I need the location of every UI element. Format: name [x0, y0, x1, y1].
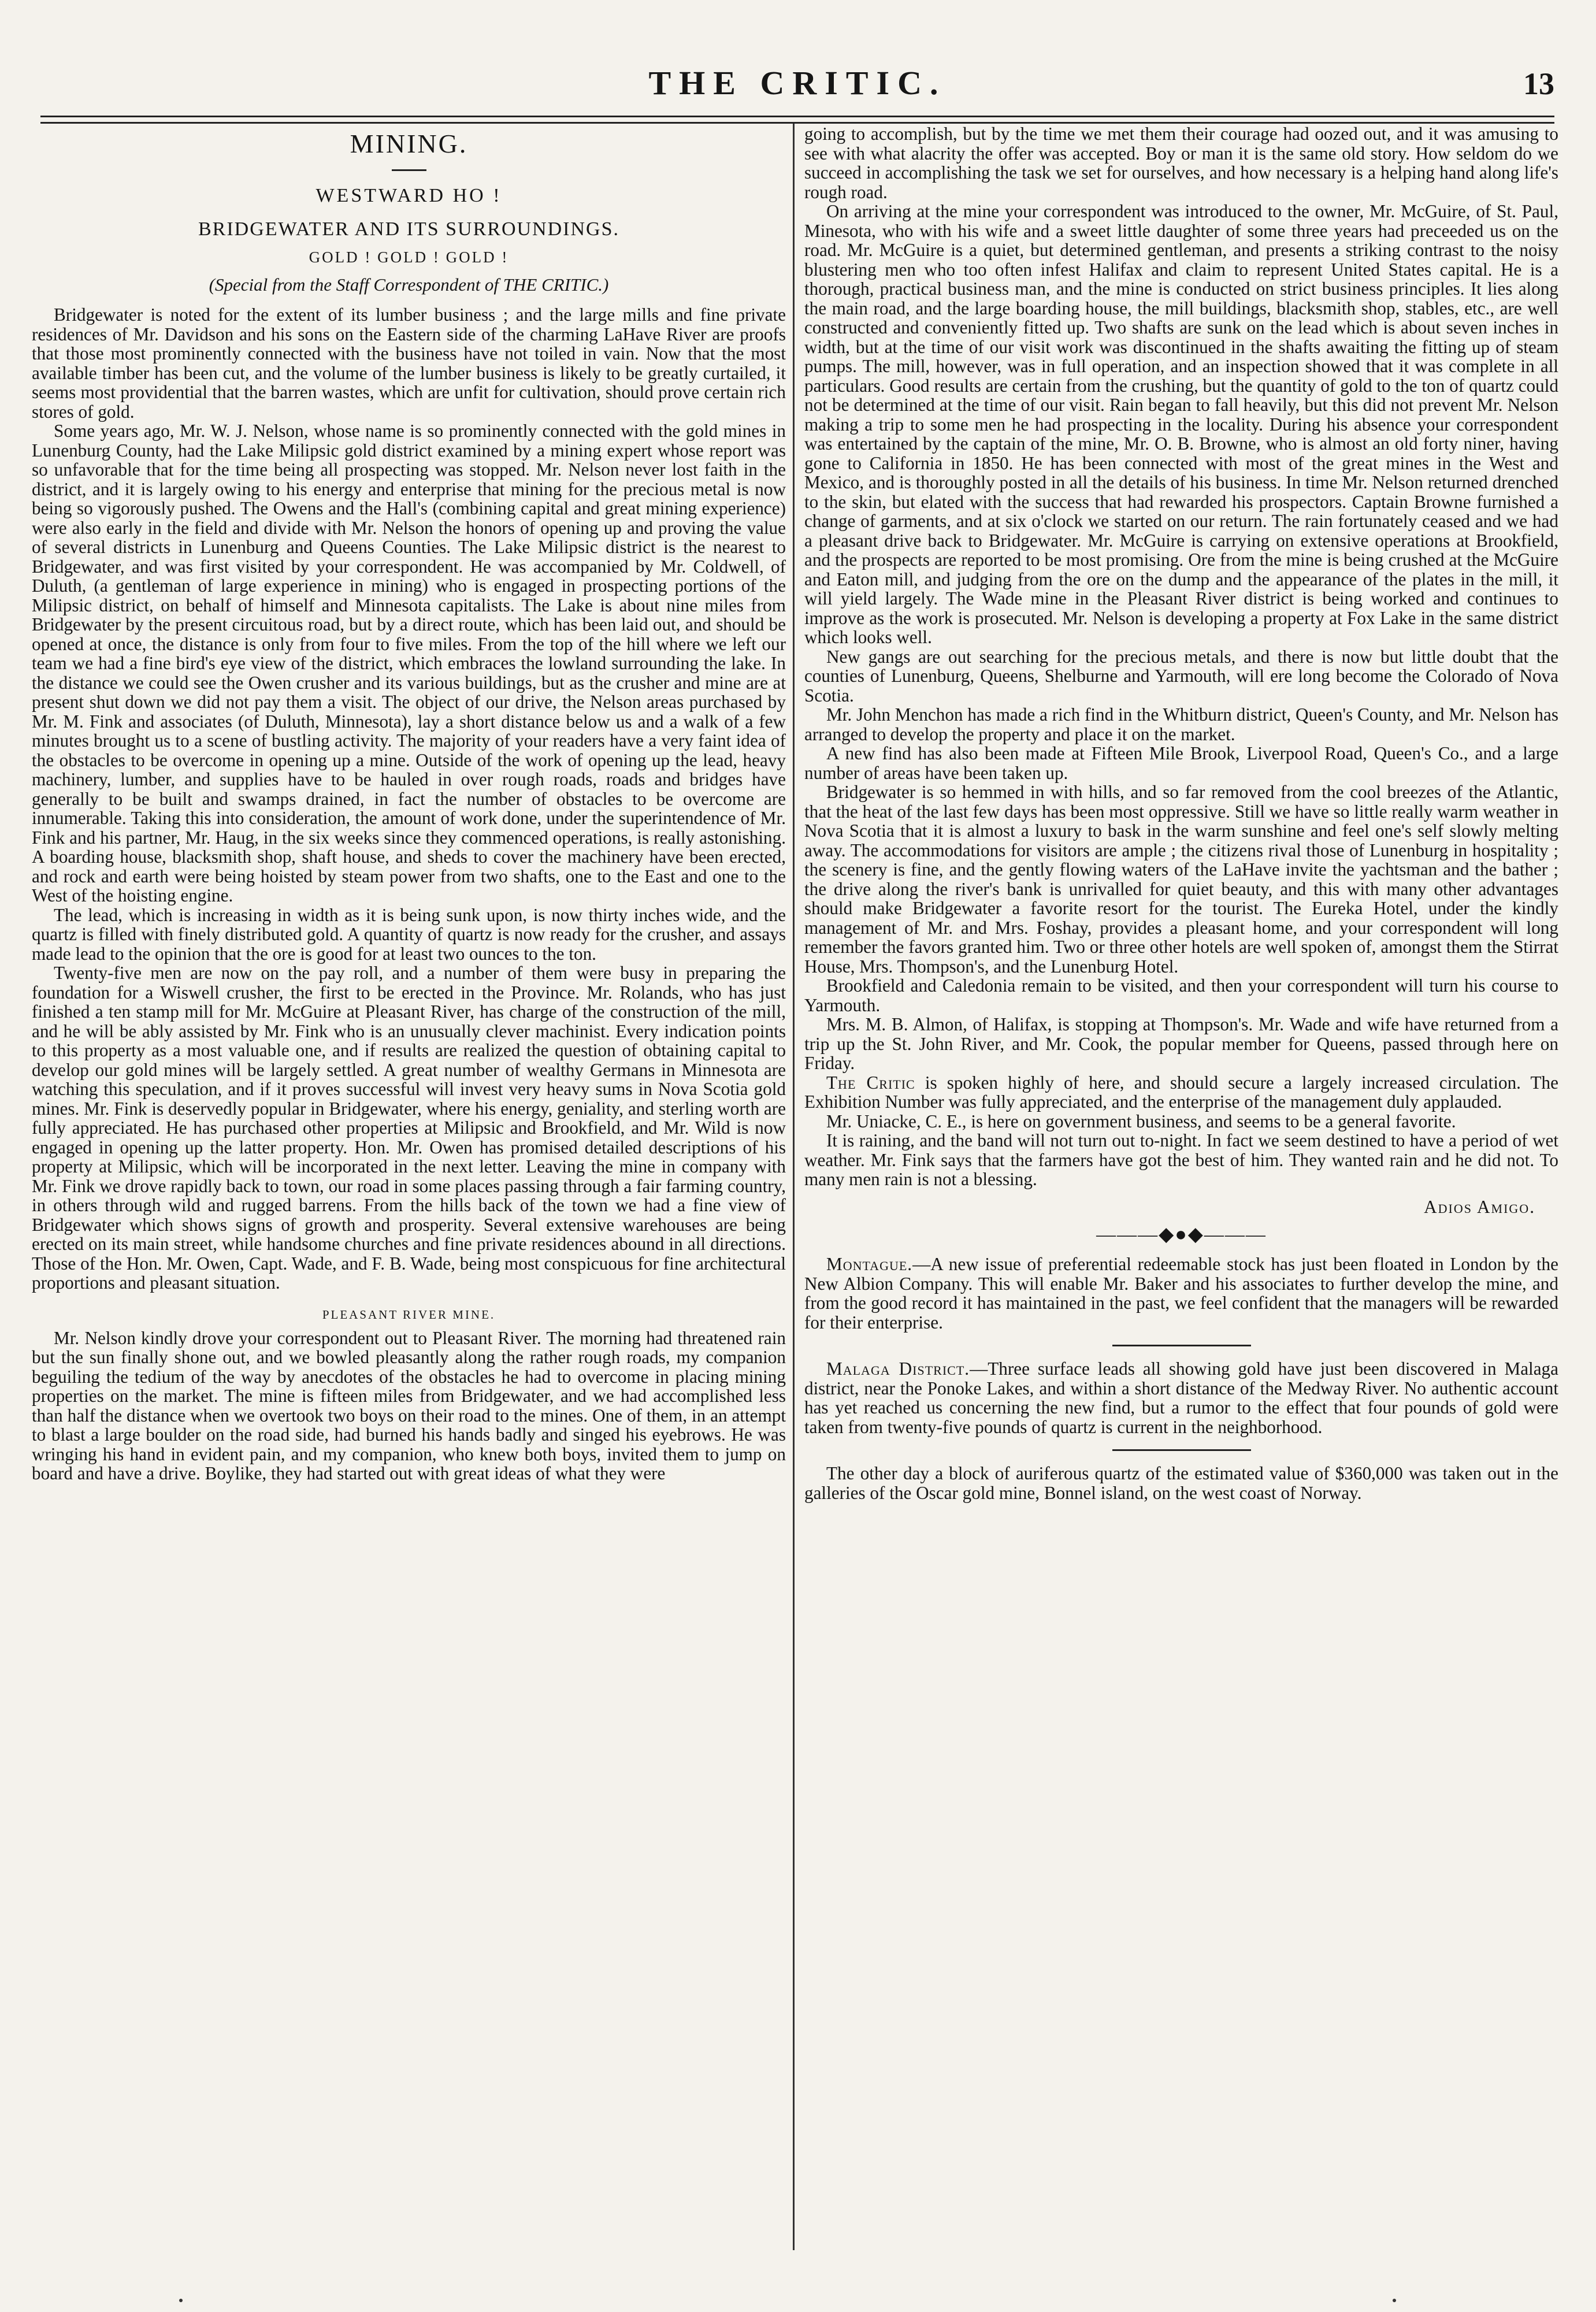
news-item-text: —Three surface leads all showing gold have just been discovered in Malaga district, near the Ponoke Lakes, and within a short distance of the Medway River. No authentic account has yet reached us concerning the new find, but a rumor to the effect that four pounds of gold were taken from twenty-five pounds of quartz is current in the neighborhood. — [804, 1359, 1558, 1437]
paragraph-text: is spoken highly of here, and should secure a largely increased circulation. The Exhibition Number was fully appreciated, and the enterprise of the management duly applauded. — [804, 1072, 1558, 1112]
article-title: WESTWARD HO ! — [316, 185, 502, 206]
item-rule — [1112, 1449, 1251, 1451]
section-heading: MINING. — [350, 129, 468, 158]
masthead-title: THE CRITIC. — [648, 64, 947, 102]
news-item-lead: Montague. — [826, 1254, 913, 1274]
paragraph: Mr. John Menchon has made a rich find in the Whitburn district, Queen's County, and Mr. Nelson has arranged to develop the property and place it on the market. — [804, 704, 1558, 744]
heading-rule — [392, 169, 426, 171]
news-item — [804, 1359, 1558, 1437]
masthead-double-rule — [40, 116, 1554, 124]
item-rule — [1112, 1345, 1251, 1346]
article-kicker: GOLD ! GOLD ! GOLD ! — [309, 248, 509, 266]
news-item-lead: Malaga District. — [826, 1359, 970, 1379]
paragraph-continued: going to accomplish, but by the time we met them their courage had oozed out, and it was amusing to see with what alacrity the offer was accepted. Boy or man it is the same old story. How seldom do we succeed in accomplishing the task we set for ourselves, and how necessary is a helping hand along life's rough road. — [804, 124, 1558, 202]
paragraph: New gangs are out searching for the precious metals, and there is now but little doubt that the counties of Lunenburg, Queens, Shelburne and Yarmouth, will ere long become the Colorado of Nova Scotia. — [804, 646, 1558, 706]
signoff: Adios Amigo. — [1424, 1196, 1535, 1217]
subsection-heading: PLEASANT RIVER MINE. — [322, 1307, 496, 1322]
paragraph: It is raining, and the band will not turn out to-night. In fact we seem destined to have a period of wet weather. Mr. Fink says that the farmers have got the best of him. They wanted rain and he did not. To many men rain is not a blessing. — [804, 1130, 1558, 1189]
ornament-divider: ———◆●◆——— — [1096, 1224, 1267, 1245]
paragraph: Mr. Uniacke, C. E., is here on government business, and seems to be a general favorite. — [826, 1111, 1456, 1131]
page-number: 13 — [1523, 66, 1554, 101]
paragraph: On arriving at the mine your correspondent was introduced to the owner, Mr. McGuire, of St. Paul, Minesota, who with his wife and a sweet little daughter of some three years had preceeded us on the road. Mr. McGuire is a quiet, but determined gentleman, and presents a striking contrast to the noisy blustering men who too often infest Halifax and claim to represent United States capital. He is a thorough, practical business man, and the mine is conducted on strict business principles. It lies along the main road, and the large boarding house, the mill buildings, blacksmith shop, stables, etc., are well constructed and conveniently fitted up. Two shafts are sunk on the lead which is about seven inches in width, but at the time of our visit work was discontinued in the shafts awaiting the fitting up of steam pumps. The mill, however, was in full operation, and an inspection showed that it was complete in all particulars. Good results are certain from the crushing, but the quantity of gold to the ton of quartz could not be determined at the time of our visit. Rain began to fall heavily, but this did not prevent Mr. Nelson making a trip to some men he had prospecting in the locality. During his absence your correspondent was entertained by the captain of the mine, Mr. O. B. Browne, who is almost an old forty niner, having gone to California in 1850. He has been connected with most of the great mines in the West and Mexico, and is thoroughly posted in all the details of his business. In time Mr. Nelson returned drenched to the skin, but elated with the success that had rewarded his prospectors. Captain Browne furnished a change of garments, and at six o'clock we started on our return. The rain fortunately ceased and we had a pleasant drive back to Bridgewater. Mr. McGuire is carrying on extensive operations at Brookfield, and the prospects are reported to be most promising. Ore from the mine is being crushed at the McGuire and Eaton mill, and judging from the ore on the dump and the appearance of the plates in the mill, it will yield largely. The Wade mine in the Pleasant River district is being worked and continues to improve as the work is prosecuted. Mr. Nelson is developing a property at Fox Lake in the same district which looks well. — [804, 201, 1558, 647]
paragraph: Some years ago, Mr. W. J. Nelson, whose name is so prominently connected with the gold mines in Lunenburg County, had the Lake Milipsic gold district examined by a mining expert whose report was so unfavorable that for the time being all prospecting was stopped. Mr. Nelson never lost faith in the district, and it is largely owing to his energy and enterprise that mining for the precious metal is now being so vigorously pushed. The Owens and the Hall's (combining capital and great mining experience) were also early in the field and divide with Mr. Nelson the honors of opening up and proving the value of several districts in Lunenburg and Queens Counties. The Lake Milipsic district is the nearest to Bridgewater, and was first visited by your correspondent. He was accompanied by Mr. Coldwell, of Duluth, (a gentleman of large experience in mining) who is engaged in prospecting portions of the Milipsic district, on behalf of himself and Minnesota capitalists. The Lake is about nine miles from Bridgewater by the present circuitous road, but by a direct route, which has been laid out, and should be opened at once, the distance is only from four to five miles. From the top of the hill where we left our team we had a fine bird's eye view of the district, which embraces the lowland surrounding the lake. In the distance we could see the Owen crusher and its various buildings, but as the crusher and mine are at present shut down we did not pay them a visit. The object of our drive, the Nelson areas purchased by Mr. M. Fink and associates (of Duluth, Minnesota), lay a short distance below us and a walk of a few minutes brought us to a scene of bustling activity. The majority of your readers have a very faint idea of the obstacles to be overcome in opening up a mine. Outside of the work of opening up the lead, heavy machinery, lumber, and supplies have to be hauled in over rough roads, roads and bridges have generally to be built and swamps drained, in fact the number of obstacles to be overcome are innumerable. Taking this into consideration, the amount of work done, under the superintendence of Mr. Fink and his partner, Mr. Haug, in the six weeks since they commenced operations, is really astonishing. A boarding house, blacksmith shop, shaft house, and sheds to cover the machinery have been erected, and rock and earth were being hoisted by steam power from two shafts, one to the East and one to the West of the hoisting engine. — [32, 421, 786, 905]
paragraph: Mrs. M. B. Almon, of Halifax, is stopping at Thompson's. Mr. Wade and wife have returned from a trip up the St. John River, and Mr. Cook, the popular member for Queens, passed through here on Friday. — [804, 1014, 1558, 1073]
news-item — [804, 1255, 1558, 1332]
masthead — [40, 64, 1554, 112]
paragraph: The lead, which is increasing in width as it is being sunk upon, is now thirty inches wide, and the quartz is filled with finely distributed gold. A quantity of quartz is now ready for the crusher, and assays made lead to the opinion that the ore is good for at least two ounces to the ton. — [32, 904, 786, 964]
left-column — [32, 124, 786, 2262]
news-item: The other day a block of auriferous quartz of the estimated value of $360,000 was taken out in the galleries of the Oscar gold mine, Bonnel island, on the west coast of Norway. — [804, 1463, 1558, 1503]
print-speck — [179, 2299, 183, 2302]
paragraph: Bridgewater is so hemmed in with hills, and so far removed from the cool breezes of the Atlantic, that the heat of the last few days has been most oppressive. Still we have so little really warm weather in Nova Scotia that it is almost a luxury to bask in the warm sunshine and feel one's self slowly melting away. The accommodations for visitors are ample ; the citizens rival those of Lunenburg in hospitality ; the scenery is fine, and the gently flowing waters of the LaHave invite the yachtsman and the bather ; the drive along the river's bank is unrivalled for quiet beauty, and this with many other advantages should make Bridgewater a favorite resort for the tourist. The Eureka Hotel, under the kindly management of Mr. and Mrs. Foshay, provides a pleasant home, and your correspondent will long remember the favors granted him. Two or three other hotels are well spoken of, amongst them the Stirrat House, Mrs. Thompson's, and the Lunenburg Hotel. — [804, 782, 1558, 977]
paragraph: Brookfield and Caledonia remain to be visited, and then your correspondent will turn his course to Yarmouth. — [804, 975, 1558, 1015]
article-subtitle: BRIDGEWATER AND ITS SURROUNDINGS. — [198, 218, 620, 240]
paragraph: Bridgewater is noted for the extent of its lumber business ; and the large mills and fine private residences of Mr. Davidson and his sons on the Eastern side of the charming LaHave River are proofs that those most prominently connected with the business have not toiled in vain. Now that the most available timber has been cut, and the volume of the lumber business is likely to be greatly curtailed, it seems most providential that the barren wastes, which are unfit for cultivation, should prove certain rich stores of gold. — [32, 305, 786, 422]
publication-name: The Critic — [826, 1072, 915, 1093]
paragraph — [804, 1073, 1558, 1112]
news-item-text: —A new issue of preferential redeemable stock has just been floated in London by the New Albion Company. This will enable Mr. Baker and his associates to further develop the mine, and from the good record it has maintained in the past, we feel confident that the managers will be rewarded for their enterprise. — [804, 1254, 1558, 1333]
paragraph: Mr. Nelson kindly drove your correspondent out to Pleasant River. The morning had threatened rain but the sun finally shone out, and we bowled pleasantly along the rather rough roads, my companion beguiling the tedium of the way by anecdotes of the obstacles he had to overcome in placing mining properties on the market. The mine is fifteen miles from Bridgewater, and we had accomplished less than half the distance when we overtook two boys on their road to the mines. One of them, in an attempt to blast a large boulder on the road side, had burned his hands badly and singed his eyebrows. He was wringing his hand in evident pain, and my companion, who knew both boys, invited them to jump on board and have a drive. Boylike, they had started out with great ideas of what they were — [32, 1327, 786, 1483]
paragraph: Twenty-five men are now on the pay roll, and a number of them were busy in preparing the foundation for a Wiswell crusher, the first to be erected in the Province. Mr. Rolands, who has just finished a ten stamp mill for Mr. McGuire at Pleasant River, has charge of the construction of the mill, and he will be ably assisted by Mr. Fink who is an unusually clever machinist. Every indication points to this property as a most valuable one, and if results are realized the question of obtaining capital to develop our gold mines will be largely settled. A great number of wealthy Germans in Minnesota are watching this speculation, and if it proves successful will invest very heavy sums in Nova Scotia gold mines. Mr. Fink is deservedly popular in Bridgewater, where his energy, geniality, and sterling worth are fully appreciated. He has purchased other properties at Milipsic and Brookfield, and Mr. Wild is now engaged in opening up the latter property. Hon. Mr. Owen has promised detailed descriptions of his property at Milipsic, which will be incorporated in the next letter. Leaving the mine in company with Mr. Fink we drove rapidly back to town, our road in some places passing through a fair farming country, in others through wild and rugged barrens. From the hills back of the town we had a fine view of Bridgewater which shows signs of growth and prosperity. Several extensive warehouses are being erected on its main street, while handsome churches and fine private residences abound in all directions. Those of the Hon. Mr. Owen, Capt. Wade, and F. B. Wade, being most conspicuous for fine architectural proportions and pleasant situation. — [32, 963, 786, 1293]
article-byline: (Special from the Staff Correspondent of THE CRITIC.) — [209, 274, 609, 295]
print-speck — [1393, 2299, 1396, 2302]
right-column — [804, 124, 1558, 2262]
column-divider — [793, 124, 795, 2250]
paragraph: A new find has also been made at Fifteen Mile Brook, Liverpool Road, Queen's Co., and a large number of areas have been taken up. — [804, 743, 1558, 783]
